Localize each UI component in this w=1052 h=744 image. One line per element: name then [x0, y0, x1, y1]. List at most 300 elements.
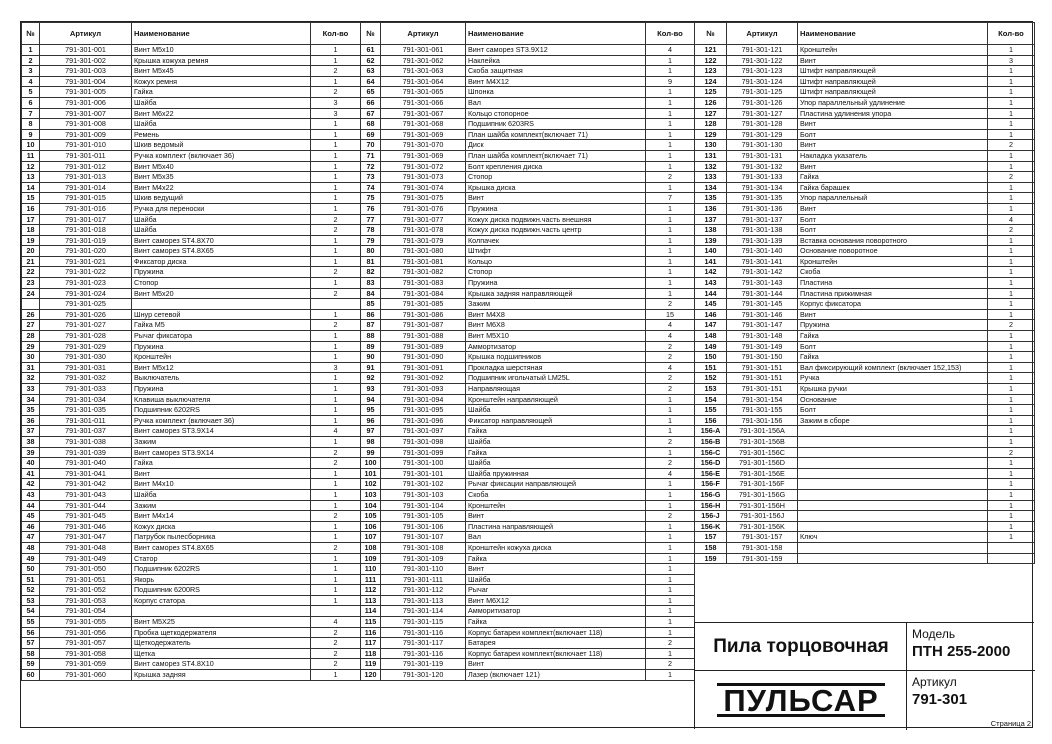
row-article: 791-301-016 — [40, 203, 132, 214]
table-row — [695, 309, 1035, 320]
row-qty: 1 — [646, 670, 695, 681]
row-qty — [988, 553, 1035, 564]
row-qty: 2 — [311, 288, 361, 299]
row-article: 791-301-089 — [381, 341, 466, 352]
row-num: 111 — [361, 574, 381, 585]
row-article: 791-301-039 — [40, 447, 132, 458]
row-num: 9 — [22, 129, 40, 140]
row-num: 156 — [695, 415, 727, 426]
row-qty: 1 — [311, 373, 361, 384]
row-name: Рычаг фиксатора — [132, 331, 311, 342]
row-name: Амморитизатор — [466, 606, 646, 617]
row-name: Рычаг — [466, 585, 646, 596]
row-num: 147 — [695, 320, 727, 331]
parts-rows-1 — [22, 45, 361, 681]
row-article: 791-301-129 — [727, 129, 798, 140]
row-qty — [311, 299, 361, 310]
row-qty: 2 — [311, 87, 361, 98]
row-num: 120 — [361, 670, 381, 681]
table-row — [695, 299, 1035, 310]
row-num: 4 — [22, 76, 40, 87]
row-name: Аммортизатор — [466, 341, 646, 352]
row-num: 41 — [22, 468, 40, 479]
table-row — [361, 511, 695, 522]
table-row — [361, 108, 695, 119]
row-name: Пластина прижимная — [798, 288, 988, 299]
row-name: Штифт направляющей — [798, 76, 988, 87]
row-qty: 2 — [988, 225, 1035, 236]
table-row — [361, 288, 695, 299]
row-article: 791-301-082 — [381, 267, 466, 278]
table-row — [361, 447, 695, 458]
row-num: 158 — [695, 542, 727, 553]
row-qty: 1 — [646, 606, 695, 617]
row-num: 127 — [695, 108, 727, 119]
table-row — [695, 384, 1035, 395]
table-row — [695, 97, 1035, 108]
row-name: Щетка — [132, 648, 311, 659]
row-qty: 2 — [311, 225, 361, 236]
table-row — [22, 468, 361, 479]
row-num: 119 — [361, 659, 381, 670]
row-qty: 1 — [988, 415, 1035, 426]
row-name: Кожух ремня — [132, 76, 311, 87]
table-row — [22, 182, 361, 193]
row-name: Шайба — [466, 405, 646, 416]
row-qty: 1 — [988, 278, 1035, 289]
row-qty: 1 — [988, 108, 1035, 119]
row-num: 159 — [695, 553, 727, 564]
row-name: Гайка — [132, 458, 311, 469]
parts-rows-3 — [695, 45, 1035, 564]
row-article: 791-301-013 — [40, 172, 132, 183]
title-block — [694, 622, 1034, 729]
row-article: 791-301-014 — [40, 182, 132, 193]
row-article: 791-301-122 — [727, 55, 798, 66]
row-name: Ремень — [132, 129, 311, 140]
row-name: Клавиша выключателя — [132, 394, 311, 405]
table-row — [22, 140, 361, 151]
table-row — [361, 299, 695, 310]
row-num: 144 — [695, 288, 727, 299]
table-row — [695, 193, 1035, 204]
table-row — [695, 225, 1035, 236]
row-qty: 1 — [646, 150, 695, 161]
row-name — [132, 606, 311, 617]
row-num: 38 — [22, 436, 40, 447]
table-row — [695, 320, 1035, 331]
row-num: 156-F — [695, 479, 727, 490]
row-num: 64 — [361, 76, 381, 87]
row-num: 156-B — [695, 436, 727, 447]
row-qty: 1 — [988, 235, 1035, 246]
row-name: Шнур сетевой — [132, 309, 311, 320]
row-qty: 2 — [646, 659, 695, 670]
row-name: Кожух диска подвижн.часть центр — [466, 225, 646, 236]
row-num: 42 — [22, 479, 40, 490]
row-qty: 3 — [988, 55, 1035, 66]
row-article: 791-301-085 — [381, 299, 466, 310]
row-num: 156-J — [695, 511, 727, 522]
row-qty: 1 — [646, 574, 695, 585]
row-num: 149 — [695, 341, 727, 352]
row-num: 100 — [361, 458, 381, 469]
row-qty: 1 — [988, 246, 1035, 257]
row-article: 791-301-020 — [40, 246, 132, 257]
table-row — [22, 246, 361, 257]
table-row — [695, 542, 1035, 553]
table-row — [22, 288, 361, 299]
row-qty: 1 — [311, 574, 361, 585]
table-row — [695, 150, 1035, 161]
row-num: 35 — [22, 405, 40, 416]
row-name — [798, 500, 988, 511]
row-qty: 2 — [311, 627, 361, 638]
table-row — [361, 648, 695, 659]
row-name: Стопор — [466, 267, 646, 278]
row-num: 125 — [695, 87, 727, 98]
table-row — [22, 574, 361, 585]
row-name: Пружина — [132, 341, 311, 352]
table-row — [22, 267, 361, 278]
row-qty: 15 — [646, 309, 695, 320]
row-num: 155 — [695, 405, 727, 416]
row-name: Корпус батареи комплект(включает 118) — [466, 648, 646, 659]
row-num: 20 — [22, 246, 40, 257]
brand-logo — [695, 671, 907, 730]
table-row — [22, 256, 361, 267]
row-article: 791-301-121 — [727, 45, 798, 56]
table-row — [695, 426, 1035, 437]
table-row — [22, 447, 361, 458]
table-row — [22, 458, 361, 469]
row-qty: 2 — [988, 140, 1035, 151]
row-num: 154 — [695, 394, 727, 405]
table-row — [361, 670, 695, 681]
row-num: 2 — [22, 55, 40, 66]
row-article: 791-301-027 — [40, 320, 132, 331]
row-num: 129 — [695, 129, 727, 140]
row-num: 156-C — [695, 447, 727, 458]
row-qty: 1 — [311, 193, 361, 204]
row-qty: 4 — [646, 468, 695, 479]
row-name: Винт M6X12 — [466, 595, 646, 606]
table-row — [695, 278, 1035, 289]
row-article: 791-301-068 — [381, 119, 466, 130]
row-name: Кронштейн кожуха диска — [466, 542, 646, 553]
row-qty: 1 — [646, 627, 695, 638]
table-row — [695, 479, 1035, 490]
table-row — [22, 489, 361, 500]
table-row — [695, 182, 1035, 193]
table-header-row — [22, 23, 361, 45]
row-article: 791-301-156H — [727, 500, 798, 511]
row-article: 791-301-116 — [381, 648, 466, 659]
table-row — [361, 458, 695, 469]
table-row — [361, 553, 695, 564]
row-qty: 1 — [311, 479, 361, 490]
table-row — [361, 203, 695, 214]
row-num: 77 — [361, 214, 381, 225]
parts-column-3 — [694, 22, 1034, 564]
row-article: 791-301-123 — [727, 66, 798, 77]
row-article: 791-301-150 — [727, 352, 798, 363]
row-article: 791-301-059 — [40, 659, 132, 670]
row-name: Корпус статора — [132, 595, 311, 606]
row-article: 791-301-047 — [40, 532, 132, 543]
row-qty: 1 — [988, 521, 1035, 532]
row-article: 791-301-031 — [40, 362, 132, 373]
row-num: 47 — [22, 532, 40, 543]
row-article: 791-301-149 — [727, 341, 798, 352]
table-row — [695, 352, 1035, 363]
row-num: 118 — [361, 648, 381, 659]
row-name: Выключатель — [132, 373, 311, 384]
row-name: План шайба комплект(включает 71) — [466, 129, 646, 140]
row-article: 791-301-057 — [40, 638, 132, 649]
table-row — [22, 479, 361, 490]
table-row — [361, 479, 695, 490]
row-name: Гайка — [466, 617, 646, 628]
row-num: 43 — [22, 489, 40, 500]
row-article: 791-301-142 — [727, 267, 798, 278]
table-row — [22, 278, 361, 289]
row-qty: 1 — [646, 489, 695, 500]
model-cell — [907, 623, 1035, 671]
row-qty: 1 — [311, 341, 361, 352]
row-qty: 2 — [311, 447, 361, 458]
row-name: Шпонка — [466, 87, 646, 98]
row-article: 791-301-145 — [727, 299, 798, 310]
row-qty: 4 — [646, 320, 695, 331]
row-article: 791-301-026 — [40, 309, 132, 320]
row-article: 791-301-116 — [381, 627, 466, 638]
row-name: Винт саморез ST4.8X70 — [132, 235, 311, 246]
row-num: 138 — [695, 225, 727, 236]
row-qty: 1 — [988, 45, 1035, 56]
row-name: Пружина — [132, 267, 311, 278]
row-qty: 1 — [646, 108, 695, 119]
table-row — [22, 76, 361, 87]
table-row — [361, 235, 695, 246]
row-article: 791-301-104 — [381, 500, 466, 511]
row-qty: 1 — [988, 500, 1035, 511]
article-cell — [907, 671, 1035, 715]
row-name: Крышка диска — [466, 182, 646, 193]
row-name: Подшипник 6203RS — [466, 119, 646, 130]
row-article: 791-301-126 — [727, 97, 798, 108]
row-article: 791-301-095 — [381, 405, 466, 416]
row-name: Крышка задняя направляющей — [466, 288, 646, 299]
row-name: Зажим — [132, 500, 311, 511]
row-qty: 1 — [988, 458, 1035, 469]
table-row — [695, 500, 1035, 511]
table-row — [361, 426, 695, 437]
row-num: 93 — [361, 384, 381, 395]
table-row — [22, 670, 361, 681]
row-num: 88 — [361, 331, 381, 342]
row-qty: 1 — [311, 415, 361, 426]
row-qty: 1 — [646, 553, 695, 564]
row-article: 791-301-144 — [727, 288, 798, 299]
row-article: 791-301-138 — [727, 225, 798, 236]
row-name: Кожух диска — [132, 521, 311, 532]
row-num: 16 — [22, 203, 40, 214]
row-name: Гайка — [798, 352, 988, 363]
table-row — [695, 256, 1035, 267]
row-name: Скоба — [466, 489, 646, 500]
row-name: Шайба — [132, 214, 311, 225]
row-qty: 1 — [311, 161, 361, 172]
row-num: 133 — [695, 172, 727, 183]
row-qty: 1 — [311, 182, 361, 193]
row-num: 148 — [695, 331, 727, 342]
table-row — [22, 542, 361, 553]
row-name: Ключ — [798, 532, 988, 543]
row-name: Болт — [798, 225, 988, 236]
row-article: 791-301-101 — [381, 468, 466, 479]
row-article: 791-301-143 — [727, 278, 798, 289]
row-qty: 1 — [988, 288, 1035, 299]
row-qty: 1 — [311, 278, 361, 289]
table-row — [22, 384, 361, 395]
row-article: 791-301-046 — [40, 521, 132, 532]
row-qty: 1 — [988, 352, 1035, 363]
row-num: 108 — [361, 542, 381, 553]
row-num: 139 — [695, 235, 727, 246]
table-row — [22, 394, 361, 405]
row-num: 28 — [22, 331, 40, 342]
row-qty: 1 — [311, 150, 361, 161]
row-name: Диск — [466, 140, 646, 151]
table-row — [695, 214, 1035, 225]
row-num: 130 — [695, 140, 727, 151]
logo-text: ПУЛЬСАР — [717, 683, 884, 719]
row-num: 48 — [22, 542, 40, 553]
row-name: Винт — [798, 140, 988, 151]
row-num: 76 — [361, 203, 381, 214]
table-row — [22, 553, 361, 564]
row-article: 791-301-084 — [381, 288, 466, 299]
row-qty: 2 — [311, 542, 361, 553]
row-name: Корпус фиксатора — [798, 299, 988, 310]
row-name: Винт саморез ST4.8X65 — [132, 542, 311, 553]
row-name: Кронштейн — [132, 352, 311, 363]
table-row — [22, 415, 361, 426]
row-num: 3 — [22, 66, 40, 77]
row-qty — [988, 542, 1035, 553]
row-num: 137 — [695, 214, 727, 225]
row-qty: 1 — [988, 76, 1035, 87]
table-row — [361, 45, 695, 56]
row-article: 791-301-156C — [727, 447, 798, 458]
row-name: Кольцо — [466, 256, 646, 267]
table-row — [695, 108, 1035, 119]
row-num: 69 — [361, 129, 381, 140]
table-row — [695, 521, 1035, 532]
row-num: 27 — [22, 320, 40, 331]
row-article: 791-301-069 — [381, 129, 466, 140]
row-qty: 3 — [311, 97, 361, 108]
row-article: 791-301-053 — [40, 595, 132, 606]
table-row — [361, 564, 695, 575]
row-name: Основание — [798, 394, 988, 405]
row-num: 112 — [361, 585, 381, 596]
row-qty: 1 — [988, 182, 1035, 193]
table-row — [22, 405, 361, 416]
table-row — [22, 617, 361, 628]
row-qty: 1 — [311, 670, 361, 681]
row-article: 791-301-156E — [727, 468, 798, 479]
row-article: 791-301-021 — [40, 256, 132, 267]
table-row — [22, 638, 361, 649]
table-row — [22, 331, 361, 342]
row-qty: 1 — [988, 193, 1035, 204]
row-name: Штифт направляющей — [798, 87, 988, 98]
table-row — [695, 267, 1035, 278]
row-name: Пружина — [466, 278, 646, 289]
row-article: 791-301-061 — [381, 45, 466, 56]
table-row — [361, 246, 695, 257]
row-name: Стопор — [466, 172, 646, 183]
row-qty: 2 — [311, 638, 361, 649]
row-article: 791-301-128 — [727, 119, 798, 130]
table-row — [695, 553, 1035, 564]
row-name: Пластина — [798, 278, 988, 289]
row-num: 114 — [361, 606, 381, 617]
row-article: 791-301-051 — [40, 574, 132, 585]
row-name: Кронштейн — [466, 500, 646, 511]
table-row — [22, 309, 361, 320]
row-name: Шайба пружинная — [466, 468, 646, 479]
row-qty: 2 — [646, 638, 695, 649]
row-qty: 2 — [988, 320, 1035, 331]
row-name: Подшипник игольчатый LM25L — [466, 373, 646, 384]
row-num: 50 — [22, 564, 40, 575]
table-row — [22, 627, 361, 638]
row-num: 117 — [361, 638, 381, 649]
row-name: Пружина — [132, 384, 311, 395]
table-row — [695, 405, 1035, 416]
row-article: 791-301-098 — [381, 436, 466, 447]
row-qty: 1 — [988, 256, 1035, 267]
parts-sheet — [20, 21, 1033, 728]
row-qty: 1 — [311, 55, 361, 66]
row-name — [132, 299, 311, 310]
table-row — [695, 87, 1035, 98]
row-article: 791-301-148 — [727, 331, 798, 342]
row-num: 10 — [22, 140, 40, 151]
qty-header: Кол-во — [311, 23, 361, 45]
row-qty: 1 — [311, 352, 361, 363]
table-row — [695, 436, 1035, 447]
row-article: 791-301-067 — [381, 108, 466, 119]
row-qty: 2 — [311, 458, 361, 469]
row-name: Кольцо стопорное — [466, 108, 646, 119]
row-name: Пружина — [798, 320, 988, 331]
row-article: 791-301-091 — [381, 362, 466, 373]
table-row — [695, 447, 1035, 458]
table-row — [361, 436, 695, 447]
row-qty: 1 — [646, 394, 695, 405]
row-qty: 1 — [311, 172, 361, 183]
row-num: 156-A — [695, 426, 727, 437]
table-row — [361, 384, 695, 395]
row-article: 791-301-156G — [727, 489, 798, 500]
row-qty: 1 — [311, 45, 361, 56]
article-label: Артикул — [912, 675, 957, 689]
row-num: 140 — [695, 246, 727, 257]
